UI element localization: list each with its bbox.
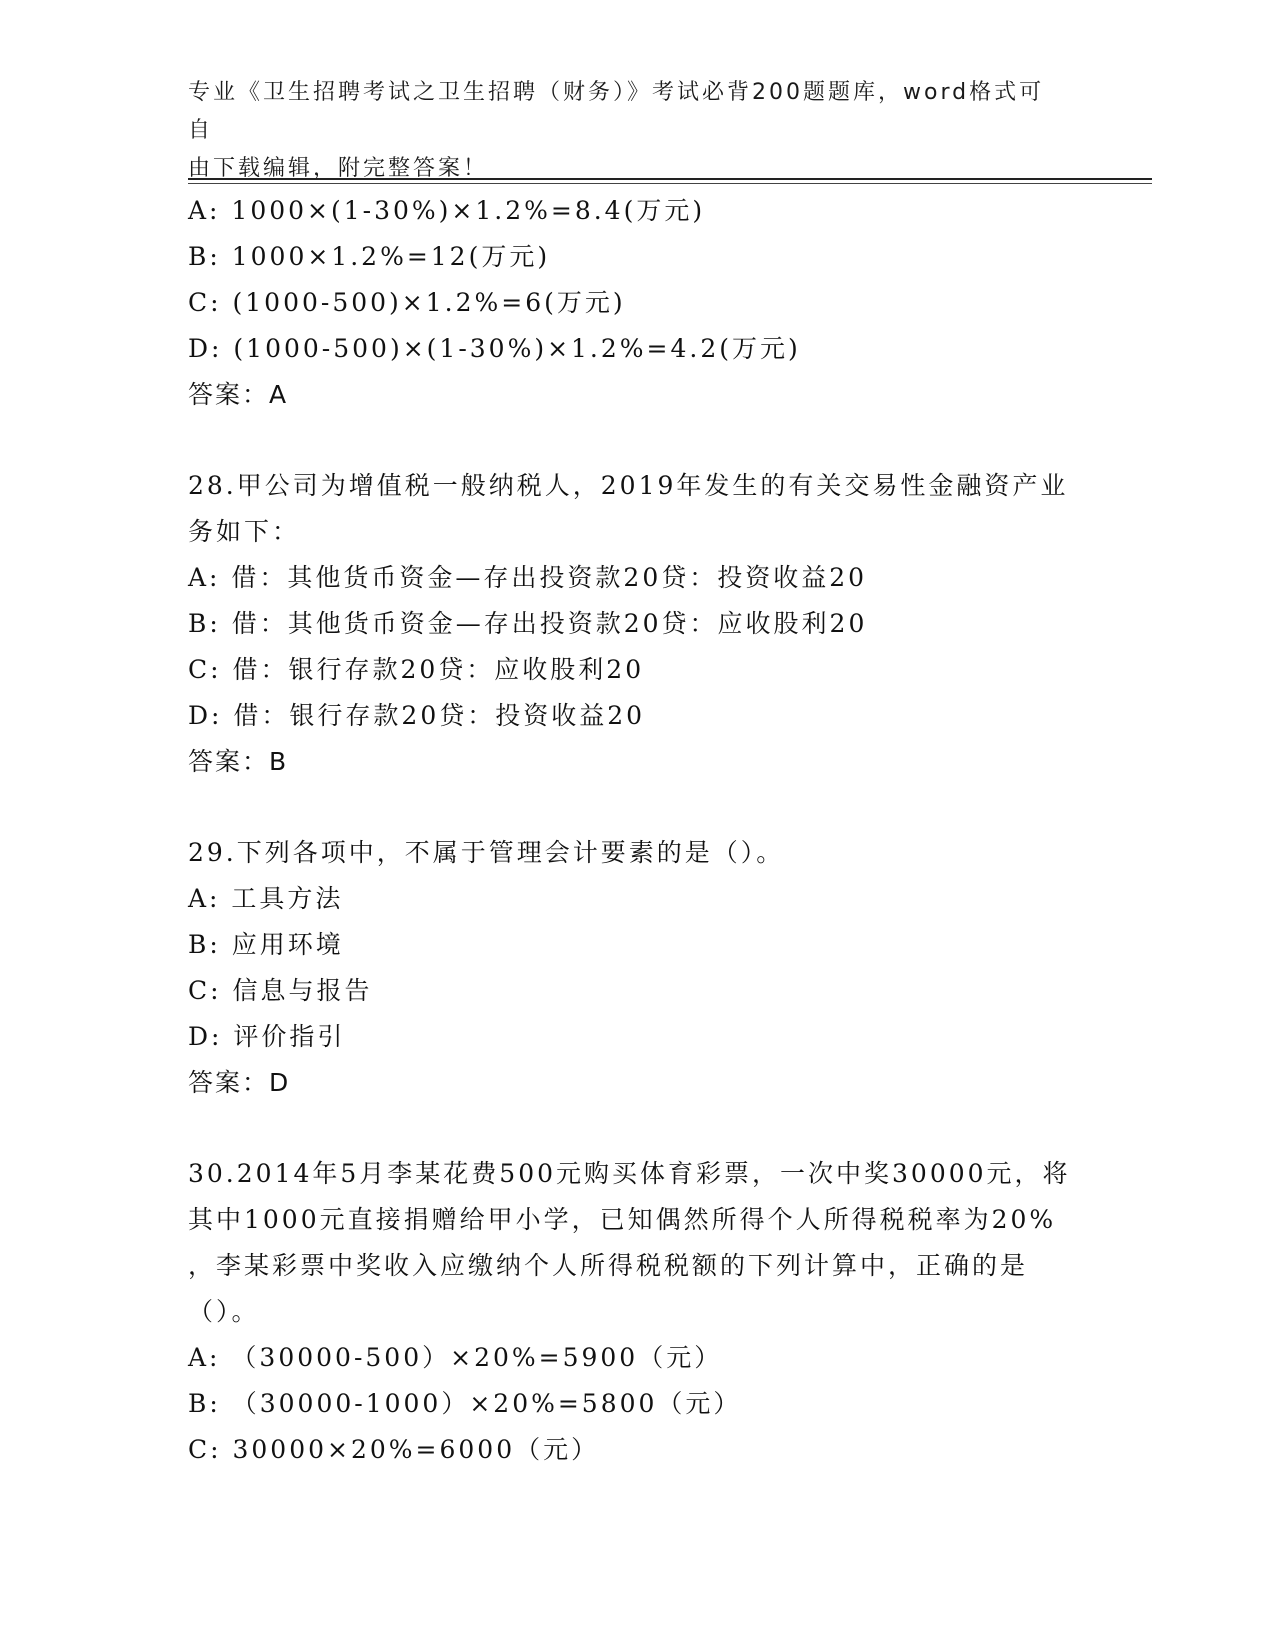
document-header bbox=[188, 74, 1068, 188]
option-b: B: 借：其他货币资金—存出投资款20贷：应收股利20 bbox=[188, 609, 868, 638]
question-stem: 29.下列各项中，不属于管理会计要素的是（）。 bbox=[188, 838, 785, 867]
answer: 答案：B bbox=[188, 747, 289, 776]
option-a: A: 工具方法 bbox=[188, 884, 344, 913]
option-d: D: 评价指引 bbox=[188, 1022, 346, 1051]
question-stem: 务如下： bbox=[188, 517, 301, 546]
question-stem: 30.2014年5月李某花费500元购买体育彩票，一次中奖30000元，将 bbox=[188, 1159, 1071, 1188]
question-29 bbox=[188, 830, 1088, 1106]
header-line-1: 专业《卫生招聘考试之卫生招聘（财务）》考试必背200题题库，word格式可自 bbox=[188, 80, 1045, 143]
option-c: C: 信息与报告 bbox=[188, 976, 373, 1005]
answer: 答案：D bbox=[188, 1068, 291, 1097]
option-a: A: 1000×(1-30%)×1.2%=8.4(万元) bbox=[188, 196, 706, 225]
option-c: C: (1000-500)×1.2%=6(万元) bbox=[188, 288, 626, 317]
question-stem: ，李某彩票中奖收入应缴纳个人所得税税额的下列计算中，正确的是 bbox=[188, 1251, 1029, 1280]
question-28 bbox=[188, 463, 1088, 785]
question-27 bbox=[188, 188, 1088, 418]
option-a: A: （30000-500）×20%=5900（元） bbox=[188, 1343, 723, 1372]
option-b: B: 1000×1.2%=12(万元) bbox=[188, 242, 551, 271]
option-c: C: 借：银行存款20贷：应收股利20 bbox=[188, 655, 645, 684]
option-c: C: 30000×20%=6000（元） bbox=[188, 1435, 600, 1464]
answer: 答案：A bbox=[188, 380, 289, 409]
option-d: D: (1000-500)×(1-30%)×1.2%=4.2(万元) bbox=[188, 334, 801, 363]
question-stem: （）。 bbox=[188, 1297, 260, 1326]
question-stem: 28.甲公司为增值税一般纳税人，2019年发生的有关交易性金融资产业 bbox=[188, 471, 1069, 500]
header-divider-thin bbox=[188, 183, 1152, 184]
option-d: D: 借：银行存款20贷：投资收益20 bbox=[188, 701, 646, 730]
option-a: A: 借：其他货币资金—存出投资款20贷：投资收益20 bbox=[188, 563, 868, 592]
question-30 bbox=[188, 1151, 1088, 1473]
question-stem: 其中1000元直接捐赠给甲小学，已知偶然所得个人所得税税率为20% bbox=[188, 1205, 1057, 1234]
option-b: B: （30000-1000）×20%=5800（元） bbox=[188, 1389, 742, 1418]
question-list bbox=[188, 188, 1088, 1473]
option-b: B: 应用环境 bbox=[188, 930, 344, 959]
header-line-2: 由下载编辑，附完整答案！ bbox=[188, 156, 489, 181]
header-divider-thick bbox=[188, 178, 1152, 180]
